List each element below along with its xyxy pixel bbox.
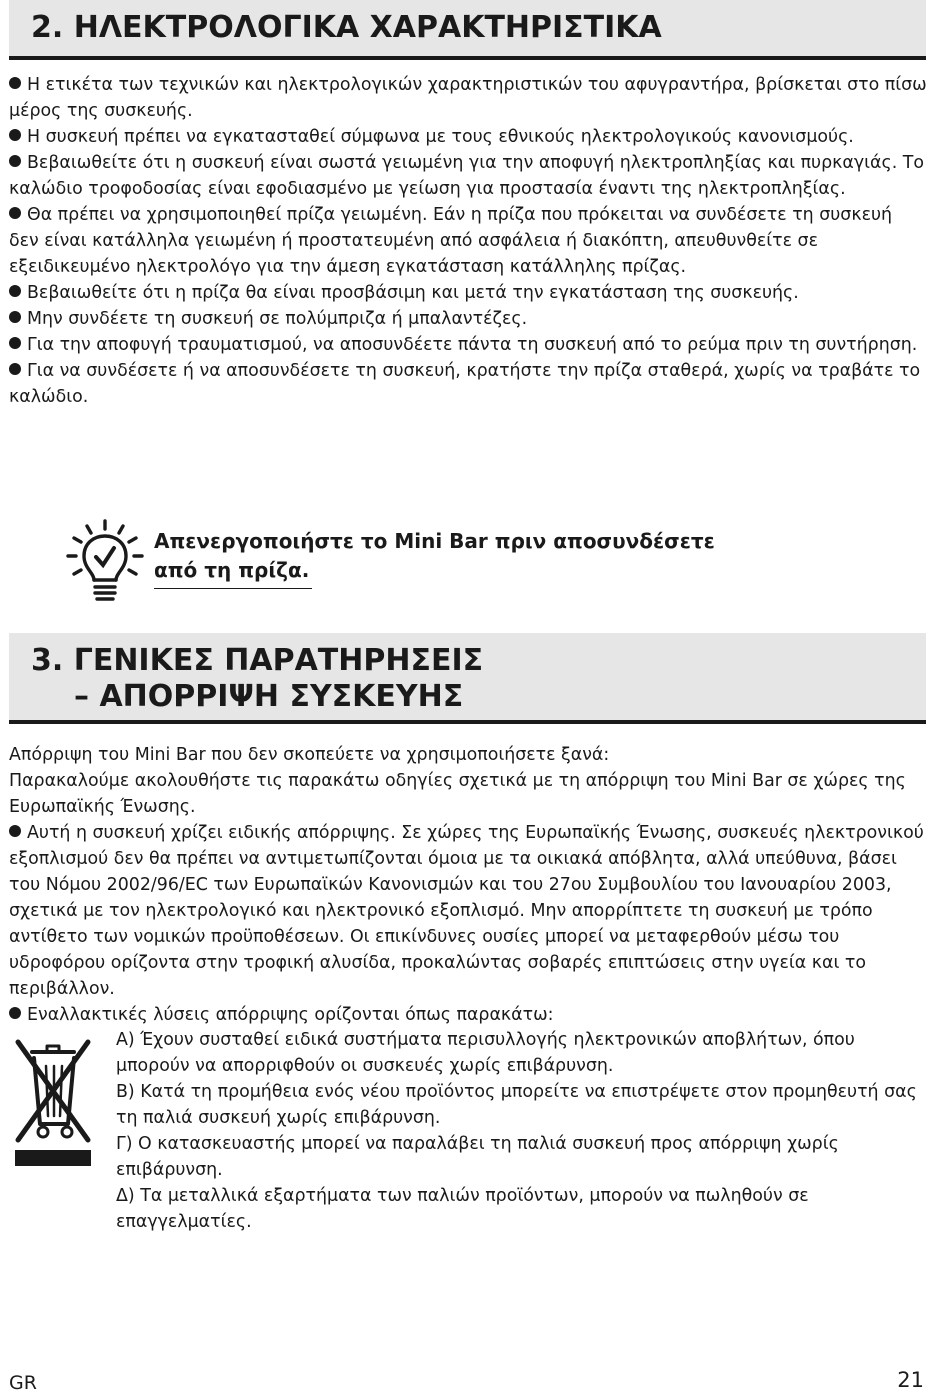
list-item: Η συσκευή πρέπει να εγκατασταθεί σύμφωνα με τους εθνικούς ηλεκτρολογικούς κανονισμούς.	[9, 124, 927, 150]
bullet-icon	[9, 77, 21, 89]
bullet-icon	[9, 337, 21, 349]
list-item: Θα πρέπει να χρησιμοποιηθεί πρίζα γειωμένη. Εάν η πρίζα που πρόκειται να συνδέσετε τη συσκευή δεν είναι κατάλληλα γειωμένη ή προστατευμένη από ασφάλεια ή διακόπτη, απευθυνθείτε σε εξειδικευμένο ηλεκτρολόγο για την άμεση εγκατάσταση κατάλληλης πρίζας.	[9, 205, 893, 277]
list-item: Μην συνδέετε τη συσκευή σε πολύμπριζα ή μπαλαντέζες.	[9, 306, 927, 332]
list-item: Βεβαιωθείτε ότι η πρίζα θα είναι προσβάσιμη και μετά την εγκατάσταση της συσκευής.	[9, 280, 927, 306]
bullet-icon	[9, 1007, 21, 1019]
disposal-text	[9, 742, 927, 1028]
list-item: Δ) Τα μεταλλικά εξαρτήματα των παλιών προϊόντων, μπορούν να πωληθούν σε επαγγελματίες.	[116, 1186, 809, 1232]
electrical-specs-list	[9, 72, 927, 410]
bullet-icon	[9, 311, 21, 323]
disposal-alternatives	[116, 1027, 928, 1235]
section-2-header	[9, 0, 926, 60]
list-item: Βεβαιωθείτε ότι η συσκευή είναι σωστά γειωμένη για την αποφυγή ηλεκτροπληξίας και πυρκαγιάς. Το καλώδιο τροφοδοσίας είναι εφοδιασμένο με γείωση για προστασία έναντι της ηλεκτροπληξίας.	[9, 153, 925, 199]
footer-language: GR	[9, 1372, 37, 1394]
bullet-icon	[9, 207, 21, 219]
bullet-icon	[9, 825, 21, 837]
intro-paragraph: Παρακαλούμε ακολουθήστε τις παρακάτω οδηγίες σχετικά με τη απόρριψη του Mini Bar σε χώρες της Ευρωπαϊκής Ένωσης.	[9, 771, 906, 817]
section-3-title: 3. ΓΕΝΙΚΕΣ ΠΑΡΑΤΗΡΗΣΕΙΣ – ΑΠΟΡΡΙΨΗ ΣΥΣΚΕΥΗΣ	[31, 643, 484, 714]
list-item: Αυτή η συσκευή χρίζει ειδικής απόρριψης. Σε χώρες της Ευρωπαϊκής Ένωσης, συσκευές ηλεκτρονικού εξοπλισμού δεν θα πρέπει να αντιμετωπίζονται όμοια με τα οικιακά απόβλητα, αλλά υπεύθυνα, βάσει του Νόμου 2002/96/EC των Ευρωπαϊκών Κανονισμών και του 27ου Συμβουλίου του Ιανουαρίου 2003, σχετικά με τον ηλεκτρολογικό και ηλεκτρονικό εξοπλισμό. Μην απορρίπτετε τη συσκευή με τρόπο αντίθετο των νομικών προϋποθέσεων. Οι επικίνδυνες ουσίες μπορεί να μεταφερθούν μέσω του υδροφόρου ορίζοντα στην τροφική αλυσίδα, προκαλώντας σοβαρές επιπτώσεις στην υγεία και το περιβάλλον.	[9, 823, 924, 999]
list-item: Η ετικέτα των τεχνικών και ηλεκτρολογικών χαρακτηριστικών του αφυγραντήρα, βρίσκεται στο πίσω μέρος της συσκευής.	[9, 75, 927, 121]
list-item: Γ) Ο κατασκευαστής μπορεί να παραλάβει τη παλιά συσκευή προς απόρριψη χωρίς επιβάρυνση.	[116, 1134, 839, 1180]
note-text: Απενεργοποιήστε το Mini Bar πριν αποσυνδέσετε από τη πρίζα.	[154, 529, 715, 582]
list-item: Εναλλακτικές λύσεις απόρριψης ορίζονται όπως παρακάτω:	[9, 1002, 927, 1028]
list-item: Για την αποφυγή τραυματισμού, να αποσυνδέετε πάντα τη συσκευή από το ρεύμα πριν τη συντήρηση.	[9, 332, 927, 358]
section-2-title: 2. ΗΛΕΚΤΡΟΛΟΓΙΚΑ ΧΑΡΑΚΤΗΡΙΣΤΙΚΑ	[31, 10, 662, 45]
lightbulb-check-icon	[65, 518, 145, 606]
page-number: 21	[897, 1368, 924, 1392]
intro-line: Απόρριψη του Mini Bar που δεν σκοπεύετε να χρησιμοποιήσετε ξανά:	[9, 745, 610, 765]
crossed-out-bin-icon	[12, 1036, 94, 1170]
note-underline	[154, 588, 312, 589]
bullet-icon	[9, 285, 21, 297]
bullet-icon	[9, 363, 21, 375]
bullet-icon	[9, 129, 21, 141]
list-item: Για να συνδέσετε ή να αποσυνδέσετε τη συσκευή, κρατήστε την πρίζα σταθερά, χωρίς να τραβάτε το καλώδιο.	[9, 361, 921, 407]
section-3-header	[9, 633, 926, 724]
list-item: Α) Έχουν συσταθεί ειδικά συστήματα περισυλλογής ηλεκτρονικών αποβλήτων, όπου μπορούν να απορριφθούν οι συσκευές χωρίς επιβάρυνση.	[116, 1030, 855, 1076]
tip-note	[65, 518, 765, 608]
bullet-icon	[9, 155, 21, 167]
list-item: Β) Κατά τη προμήθεια ενός νέου προϊόντος μπορείτε να επιστρέψετε στον προμηθευτή σας τη παλιά συσκευή χωρίς επιβάρυνση.	[116, 1082, 917, 1128]
